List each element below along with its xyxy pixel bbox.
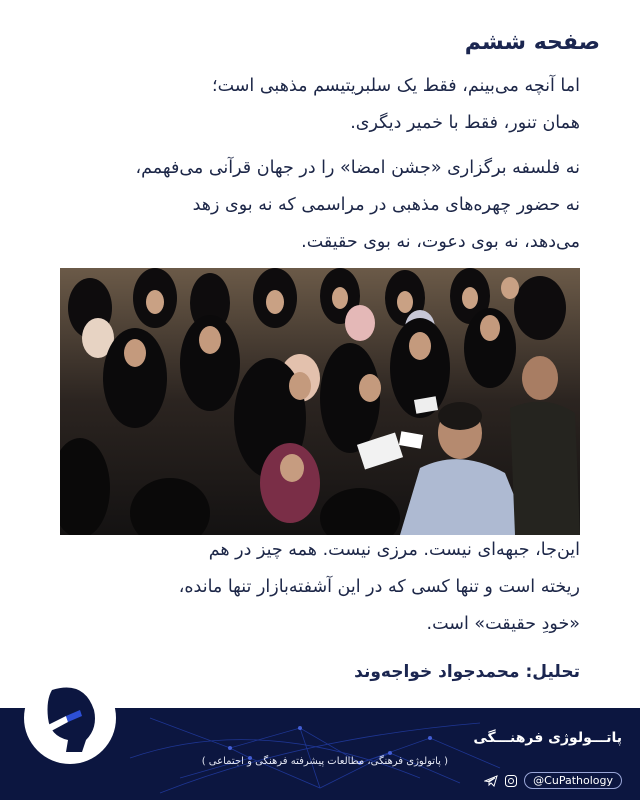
text-line: اما آنچه می‌بینم، فقط یک سلبریتیسم مذهبی است؛ [212, 76, 580, 96]
paragraph-3 [60, 532, 580, 643]
telegram-icon[interactable] [484, 774, 498, 788]
social-handle[interactable]: @CuPathology [524, 772, 622, 789]
text-line: ریخته است و تنها کسی که در این آشفته‌بازار تنها مانده، [178, 577, 580, 597]
brand-subtitle: ( پاتولوژی فرهنگی، مطالعات پیشرفته فرهنگی و اجتماعی ) [201, 756, 448, 767]
cultural-pathology-logo [22, 670, 118, 766]
author-credit: تحلیل: محمدجواد خواجه‌وند [354, 662, 580, 682]
instagram-icon[interactable] [504, 774, 518, 788]
brand-title: پاتـــولوژی فرهنـــگی [473, 730, 622, 746]
text-line: می‌دهد، نه بوی دعوت، نه بوی حقیقت. [301, 232, 580, 252]
text-line: «خودِ حقیقت» است. [426, 614, 580, 634]
crowd-photo [60, 268, 580, 535]
social-handle-row [484, 772, 622, 789]
text-line: نه حضور چهره‌های مذهبی در مراسمی که نه بوی زهد [192, 195, 580, 215]
page-title: صفحه ششم [464, 30, 600, 55]
paragraph-1 [60, 68, 580, 142]
text-line: نه فلسفه برگزاری «جشن امضا» را در جهان قرآنی می‌فهمم، [135, 158, 580, 178]
text-line: این‌جا، جبهه‌ای نیست. مرزی نیست. همه چیز در هم [208, 540, 580, 560]
text-line: همان تنور، فقط با خمیر دیگری. [350, 113, 580, 133]
crowd-photo-illustration [60, 268, 580, 535]
paragraph-2 [60, 150, 580, 261]
